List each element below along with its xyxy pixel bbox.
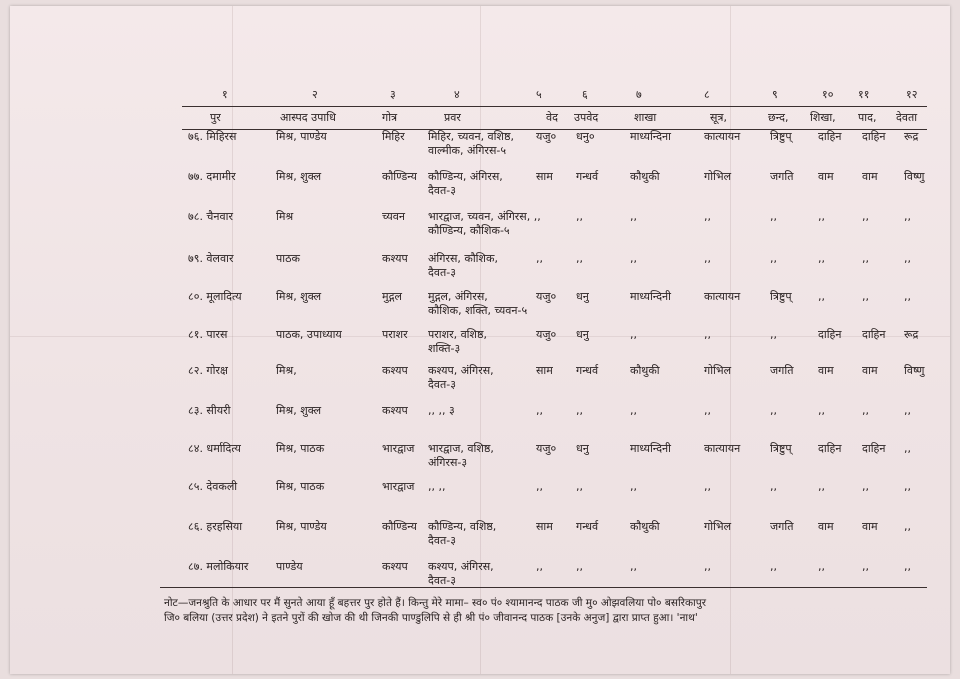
cell-pravar-continued: दैवत-३ xyxy=(428,378,456,391)
cell-gotra: मिहिर xyxy=(382,130,405,143)
cell-sutra: ,, xyxy=(704,210,711,223)
cell-shikha: ,, xyxy=(818,290,825,303)
cell-chhand: त्रिष्टुप् xyxy=(770,130,792,143)
column-number: १० xyxy=(822,88,834,101)
cell-gotra: कश्यप xyxy=(382,364,408,377)
cell-shakha: ,, xyxy=(630,328,637,341)
cell-chhand: ,, xyxy=(770,560,777,573)
column-number: ६ xyxy=(582,88,588,101)
cell-ved: ,, xyxy=(536,480,543,493)
cell-devata: ,, xyxy=(904,290,911,303)
cell-upved: ,, xyxy=(576,404,583,417)
cell-pravar: मिहिर, च्यवन, वशिष्ठ, xyxy=(428,130,514,143)
cell-devata: रूद्र xyxy=(904,130,919,143)
cell-aspad: मिश्र, पाण्डेय xyxy=(276,130,327,143)
column-number: ११ xyxy=(858,88,870,101)
cell-pur: ७९. वेलवार xyxy=(188,252,234,265)
cell-pravar-continued: दैवत-३ xyxy=(428,266,456,279)
cell-ved: यजु० xyxy=(536,130,557,143)
cell-pad: वाम xyxy=(862,170,878,183)
cell-devata: ,, xyxy=(904,210,911,223)
column-number: ५ xyxy=(536,88,542,101)
cell-sutra: गोभिल xyxy=(704,170,732,183)
cell-sutra: ,, xyxy=(704,404,711,417)
cell-pad: दाहिन xyxy=(862,130,886,143)
cell-shakha: माध्यन्दिनी xyxy=(630,442,671,455)
cell-pur: ८४. धर्मादित्य xyxy=(188,442,241,455)
cell-shikha: ,, xyxy=(818,252,825,265)
cell-upved: गन्धर्व xyxy=(576,364,599,377)
cell-pravar-continued: कौण्डिन्य, कौशिक-५ xyxy=(428,224,510,237)
cell-shakha: ,, xyxy=(630,252,637,265)
cell-aspad: मिश्र, xyxy=(276,364,297,377)
cell-upved: धनु xyxy=(576,328,589,341)
cell-pad: दाहिन xyxy=(862,328,886,341)
table-row xyxy=(182,362,927,402)
cell-pad: दाहिन xyxy=(862,442,886,455)
cell-devata: ,, xyxy=(904,520,911,533)
cell-gotra: भारद्वाज xyxy=(382,480,415,493)
cell-sutra: ,, xyxy=(704,328,711,341)
cell-shakha: कौथुकी xyxy=(630,520,660,533)
table-row xyxy=(182,402,927,442)
cell-shikha: दाहिन xyxy=(818,442,842,455)
cell-gotra: च्यवन xyxy=(382,210,405,223)
cell-gotra: कौण्डिन्य xyxy=(382,520,417,533)
cell-shakha: ,, xyxy=(630,404,637,417)
table-row xyxy=(182,518,927,558)
cell-aspad: मिश्र, पाठक xyxy=(276,480,325,493)
cell-aspad: मिश्र, शुक्ल xyxy=(276,170,322,183)
cell-pravar: भारद्वाज, वशिष्ठ, xyxy=(428,442,494,455)
cell-pravar: कौण्डिन्य, अंगिरस, xyxy=(428,170,503,183)
cell-pur: ७७. दमामीर xyxy=(188,170,236,183)
cell-shakha: ,, xyxy=(630,480,637,493)
cell-pravar: ,, ,, xyxy=(428,480,446,493)
cell-pad: वाम xyxy=(862,520,878,533)
cell-shakha: कौथुकी xyxy=(630,364,660,377)
column-number: ३ xyxy=(390,88,396,101)
cell-shikha: ,, xyxy=(818,210,825,223)
cell-chhand: त्रिष्टुप् xyxy=(770,442,792,455)
cell-ved: यजु० xyxy=(536,442,557,455)
cell-upved: धनु० xyxy=(576,130,595,143)
cell-pur: ८१. पारस xyxy=(188,328,228,341)
cell-sutra: ,, xyxy=(704,480,711,493)
cell-pad: वाम xyxy=(862,364,878,377)
cell-shikha: ,, xyxy=(818,560,825,573)
cell-pravar-continued: दैवत-३ xyxy=(428,184,456,197)
column-header: छन्द, xyxy=(768,111,789,124)
cell-gotra: कश्यप xyxy=(382,252,408,265)
cell-chhand: त्रिष्टुप् xyxy=(770,290,792,303)
cell-shikha: दाहिन xyxy=(818,328,842,341)
table-row xyxy=(182,440,927,480)
cell-sutra: कात्यायन xyxy=(704,442,741,455)
cell-devata: विष्णु xyxy=(904,170,925,183)
cell-upved: ,, xyxy=(576,560,583,573)
cell-gotra: पराशर xyxy=(382,328,408,341)
column-header: देवता xyxy=(896,111,918,124)
table-header xyxy=(182,84,927,130)
cell-ved: साम xyxy=(536,520,553,533)
cell-devata: ,, xyxy=(904,560,911,573)
cell-shikha: वाम xyxy=(818,170,834,183)
column-number: ७ xyxy=(636,88,642,101)
column-header: शिखा, xyxy=(810,111,836,124)
cell-gotra: मुद्गल xyxy=(382,290,402,303)
footnote xyxy=(164,596,929,626)
column-header: गोत्र xyxy=(382,111,398,124)
cell-pad: ,, xyxy=(862,480,869,493)
cell-chhand: जगति xyxy=(770,170,794,183)
cell-aspad: पाठक, उपाध्याय xyxy=(276,328,342,341)
cell-pravar: कश्यप, अंगिरस, xyxy=(428,364,494,377)
cell-pur: ८०. मूलादित्य xyxy=(188,290,242,303)
cell-gotra: भारद्वाज xyxy=(382,442,415,455)
cell-pravar: कश्यप, अंगिरस, xyxy=(428,560,494,573)
cell-pur: ७६. मिहिरस xyxy=(188,130,237,143)
cell-pad: ,, xyxy=(862,290,869,303)
cell-pravar: मुद्गल, अंगिरस, xyxy=(428,290,488,303)
cell-ved: यजु० xyxy=(536,290,557,303)
column-number: १२ xyxy=(906,88,918,101)
table-row xyxy=(182,326,927,366)
cell-sutra: गोभिल xyxy=(704,520,732,533)
cell-gotra: कश्यप xyxy=(382,404,408,417)
cell-pravar-continued: अंगिरस-३ xyxy=(428,456,468,469)
cell-pad: ,, xyxy=(862,210,869,223)
cell-ved: ,, xyxy=(536,404,543,417)
cell-chhand: जगति xyxy=(770,520,794,533)
footnote-line: जि० बलिया (उत्तर प्रदेश) ने इतने पुरों की खोज की थी जिनकी पाण्डुलिपि से ही श्री पं० जीवानन्द पाठक [उनके अनुज] द्वारा प्राप्त हुआ। 'नाथ' xyxy=(164,612,698,624)
cell-sutra: कात्यायन xyxy=(704,130,741,143)
cell-shakha: माध्यन्दिनी xyxy=(630,290,671,303)
table-row xyxy=(182,288,927,328)
cell-pad: ,, xyxy=(862,252,869,265)
cell-ved: साम xyxy=(536,170,553,183)
cell-devata: ,, xyxy=(904,442,911,455)
cell-pravar-continued: वाल्मीक, अंगिरस-५ xyxy=(428,144,507,157)
cell-pravar: ,, ,, ३ xyxy=(428,404,455,417)
table-row xyxy=(182,168,927,208)
cell-pravar-continued: दैवत-३ xyxy=(428,534,456,547)
cell-chhand: ,, xyxy=(770,328,777,341)
cell-aspad: मिश्र, शुक्ल xyxy=(276,290,322,303)
cell-ved: साम xyxy=(536,364,553,377)
column-header-row xyxy=(182,106,927,130)
cell-chhand: ,, xyxy=(770,480,777,493)
cell-devata: ,, xyxy=(904,480,911,493)
cell-upved: ,, xyxy=(576,210,583,223)
cell-devata: विष्णु xyxy=(904,364,925,377)
cell-shikha: ,, xyxy=(818,480,825,493)
column-header: आस्पद उपाधि xyxy=(280,111,336,124)
cell-gotra: कौण्डिन्य xyxy=(382,170,417,183)
cell-upved: धनु xyxy=(576,290,589,303)
cell-pur: ७८. चैनवार xyxy=(188,210,233,223)
cell-pravar-continued: दैवत-३ xyxy=(428,574,456,587)
table-row xyxy=(182,208,927,248)
cell-aspad: पाण्डेय xyxy=(276,560,303,573)
table-row xyxy=(182,250,927,290)
cell-chhand: ,, xyxy=(770,210,777,223)
cell-sutra: गोभिल xyxy=(704,364,732,377)
cell-sutra: ,, xyxy=(704,560,711,573)
cell-pravar: पराशर, वशिष्ठ, xyxy=(428,328,487,341)
cell-aspad: मिश्र xyxy=(276,210,294,223)
table-row xyxy=(182,478,927,518)
table-row xyxy=(182,128,927,168)
column-header: शाखा xyxy=(634,111,657,124)
column-number-row xyxy=(182,84,927,106)
column-number: ९ xyxy=(772,88,778,101)
cell-shikha: ,, xyxy=(818,404,825,417)
cell-pur: ८७. मलोकियार xyxy=(188,560,249,573)
cell-chhand: ,, xyxy=(770,252,777,265)
column-number: ४ xyxy=(454,88,460,101)
cell-pravar: अंगिरस, कौशिक, xyxy=(428,252,498,265)
cell-ved: ,, xyxy=(536,252,543,265)
cell-devata: ,, xyxy=(904,252,911,265)
footnote-line: नोट—जनश्रुति के आधार पर मैं सुनते आया हूँ बहत्तर पुर होते हैं। किन्तु मेरे मामा– स्व० पं० श्यामानन्द पाठक जी मु० ओझवलिया पो० बसरिकापुर xyxy=(164,597,707,609)
cell-pravar-continued: शक्ति-३ xyxy=(428,342,461,355)
cell-pad: ,, xyxy=(862,404,869,417)
column-header: वेद xyxy=(546,111,558,124)
cell-shikha: वाम xyxy=(818,364,834,377)
cell-pravar: भारद्वाज, च्यवन, अंगिरस, ,, xyxy=(428,210,541,223)
cell-upved: गन्धर्व xyxy=(576,170,599,183)
column-number: ८ xyxy=(704,88,710,101)
column-header: प्रवर xyxy=(444,111,461,124)
cell-shikha: दाहिन xyxy=(818,130,842,143)
table-row xyxy=(182,558,927,598)
cell-aspad: मिश्र, पाण्डेय xyxy=(276,520,327,533)
cell-shikha: वाम xyxy=(818,520,834,533)
cell-pravar: कौण्डिन्य, वशिष्ठ, xyxy=(428,520,497,533)
cell-chhand: ,, xyxy=(770,404,777,417)
cell-sutra: कात्यायन xyxy=(704,290,741,303)
cell-aspad: मिश्र, शुक्ल xyxy=(276,404,322,417)
cell-shakha: कौथुकी xyxy=(630,170,660,183)
cell-upved: ,, xyxy=(576,480,583,493)
column-header: सूत्र, xyxy=(710,111,728,124)
cell-pur: ८२. गोरक्ष xyxy=(188,364,228,377)
column-header: पाद, xyxy=(858,111,877,124)
cell-devata: रूद्र xyxy=(904,328,919,341)
cell-upved: ,, xyxy=(576,252,583,265)
cell-gotra: कश्यप xyxy=(382,560,408,573)
cell-shakha: ,, xyxy=(630,210,637,223)
cell-shakha: ,, xyxy=(630,560,637,573)
cell-upved: गन्धर्व xyxy=(576,520,599,533)
cell-pad: ,, xyxy=(862,560,869,573)
cell-pur: ८५. देवकली xyxy=(188,480,238,493)
cell-devata: ,, xyxy=(904,404,911,417)
cell-aspad: मिश्र, पाठक xyxy=(276,442,325,455)
cell-aspad: पाठक xyxy=(276,252,300,265)
cell-ved: यजु० xyxy=(536,328,557,341)
divider xyxy=(160,587,927,588)
column-header: उपवेद xyxy=(574,111,599,124)
cell-shakha: माध्यन्दिना xyxy=(630,130,671,143)
cell-chhand: जगति xyxy=(770,364,794,377)
column-number: १ xyxy=(222,88,228,101)
column-number: २ xyxy=(312,88,318,101)
cell-pur: ८६. हरहसिया xyxy=(188,520,243,533)
cell-ved: ,, xyxy=(536,560,543,573)
cell-upved: धनु xyxy=(576,442,589,455)
cell-pravar-continued: कौशिक, शक्ति, च्यवन-५ xyxy=(428,304,528,317)
cell-pur: ८३. सीयरी xyxy=(188,404,231,417)
column-header: पुर xyxy=(210,111,221,124)
cell-sutra: ,, xyxy=(704,252,711,265)
